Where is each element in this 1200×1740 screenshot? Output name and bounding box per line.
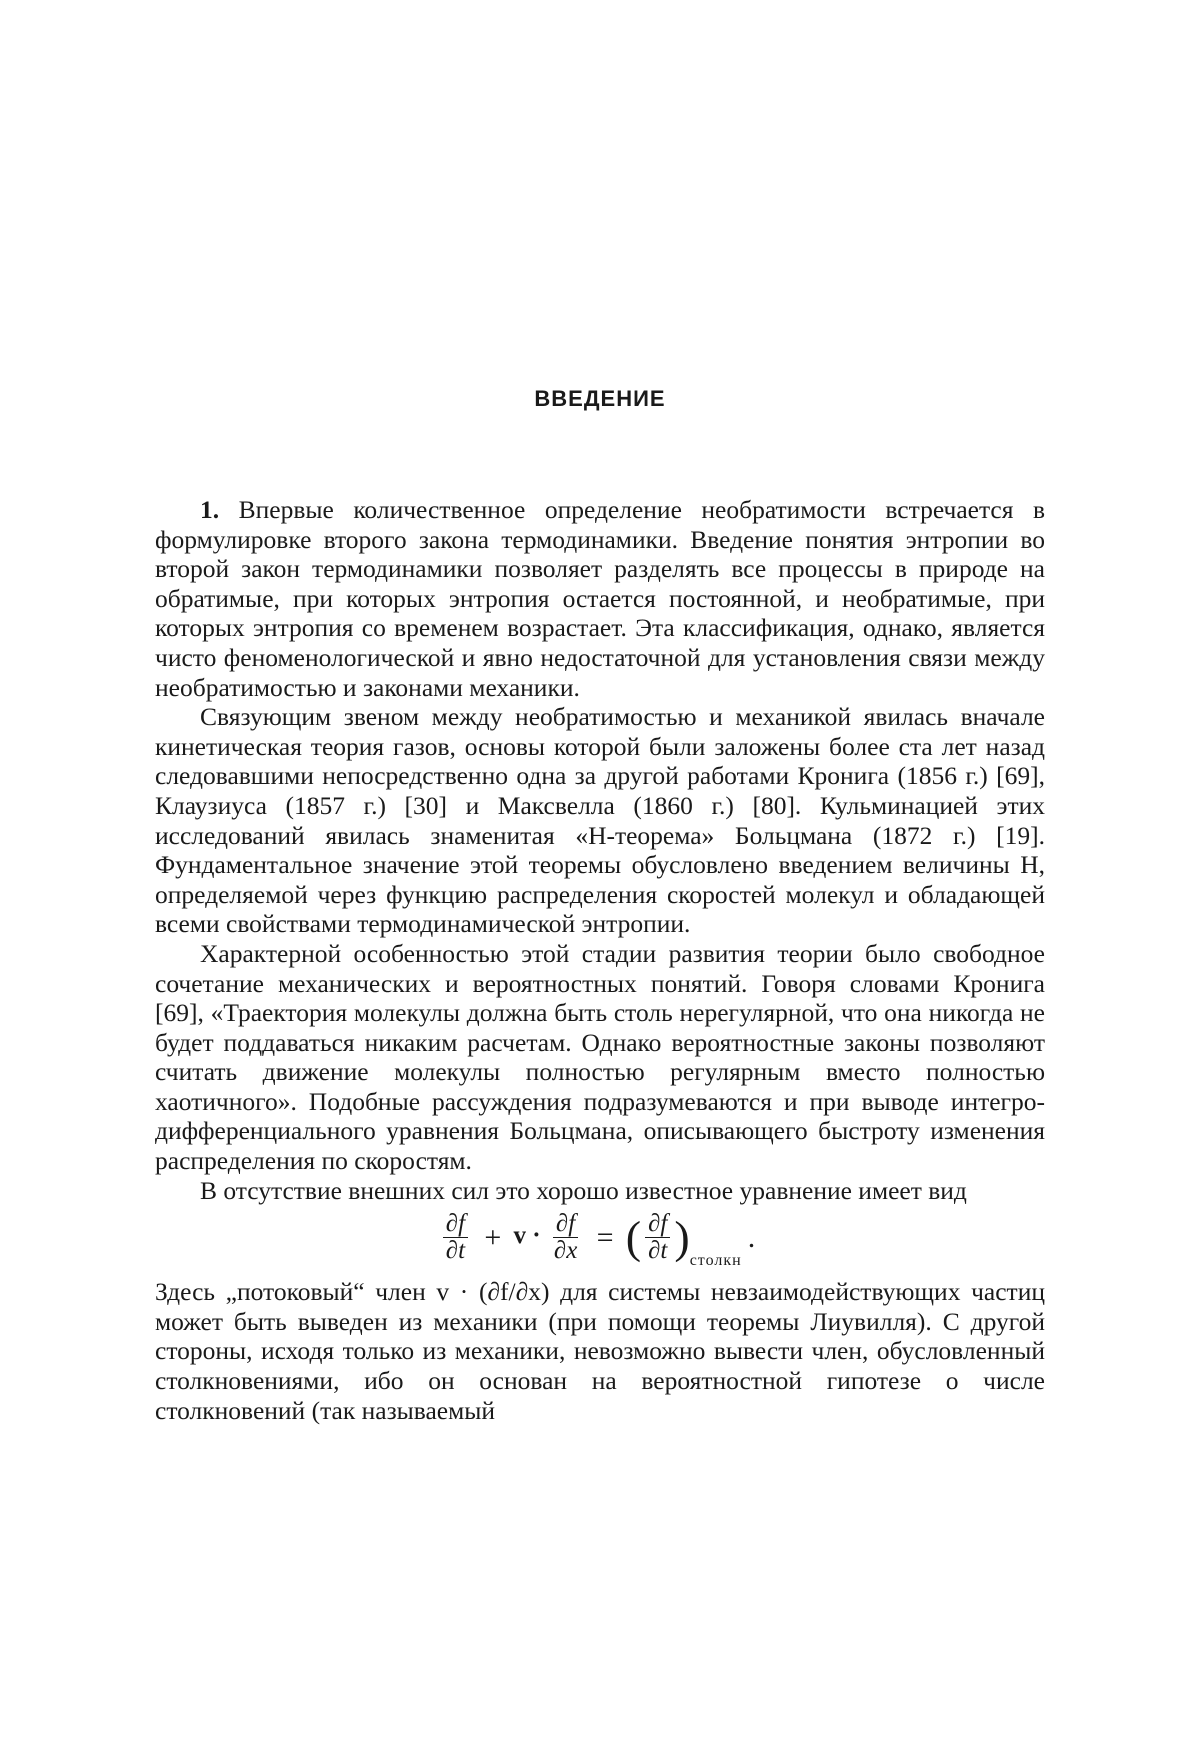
paragraph-1-text: Впервые количественное определение необратимости встречается в формулировке второго закона термодинамики. Введение понятия энтропии во второй закон термодинамики позволяет разделять все процессы в природе на обратимые, при которых энтропия остается постоянной, и необратимые, при которых энтропия со временем возрастает. Эта классификация, однако, является чисто феноменологической и явно недостаточной для установления связи между необратимостью и законами механики. [155, 495, 1045, 702]
paragraph-2: Связующим звеном между необратимостью и механикой явилась вначале кинетическая теория газов, основы которой были заложены более ста лет назад следовавшими непосредственно одна за другой работами Кронига (1856 г.) [69], Клаузиуса (1857 г.) [30] и Максвелла (1860 г.) [80]. Кульминацией этих исследований явилась знаменитая «H-теорема» Больцмана (1872 г.) [19]. Фундаментальное значение этой теоремы обусловлено введением величины H, определяемой через функцию распределения скоростей молекул и обладающей всеми свойствами термодинамической энтропии. [155, 702, 1045, 939]
formula-period: . [748, 1221, 756, 1254]
denominator: ∂t [443, 1238, 468, 1264]
boltzmann-equation [155, 1211, 1045, 1273]
numerator: ∂f [553, 1211, 578, 1238]
chapter-title: ВВЕДЕНИЕ [0, 386, 1200, 412]
page [0, 0, 1200, 1740]
paragraph-5: Здесь „потоковый“ член v · (∂f/∂x) для системы невзаимодействующих частиц может быть выведен из механики (при помощи теоремы Лиувилля). С другой стороны, исходя только из механики, невозможно вывести член, обусловленный столкновениями, ибо он основан на вероятностной гипотезе о числе столкновений (так называемый [155, 1277, 1045, 1425]
velocity-term: v · [514, 1222, 541, 1249]
denominator: ∂t [645, 1238, 670, 1264]
fraction-df-dx [551, 1211, 580, 1264]
paragraph-4: В отсутствие внешних сил это хорошо известное уравнение имеет вид [155, 1176, 1045, 1206]
fraction-collision [645, 1211, 670, 1264]
body-text [155, 495, 1045, 1425]
right-paren: ) [674, 1212, 689, 1263]
section-number: 1. [200, 495, 219, 524]
denominator: ∂x [551, 1238, 580, 1264]
paragraph-3: Характерной особенностью этой стадии развития теории было свободное сочетание механических и вероятностных понятий. Говоря словами Кронига [69], «Траектория молекулы должна быть столь нерегулярной, что она никогда не будет поддаваться никаким расчетам. Однако вероятностные законы позволяют считать движение молекулы полностью регулярным вместо полностью хаотичного». Подобные рассуждения подразумеваются и при выводе интегро-дифференциального уравнения Больцмана, описывающего быстроту изменения распределения по скоростям. [155, 939, 1045, 1176]
collision-subscript: столкн [690, 1252, 742, 1269]
paragraph-1 [155, 495, 1045, 702]
numerator: ∂f [645, 1211, 670, 1238]
left-paren: ( [626, 1212, 641, 1263]
numerator: ∂f [443, 1211, 468, 1238]
equals-sign: = [597, 1221, 614, 1254]
plus-sign: + [484, 1221, 501, 1254]
fraction-df-dt [443, 1211, 468, 1264]
